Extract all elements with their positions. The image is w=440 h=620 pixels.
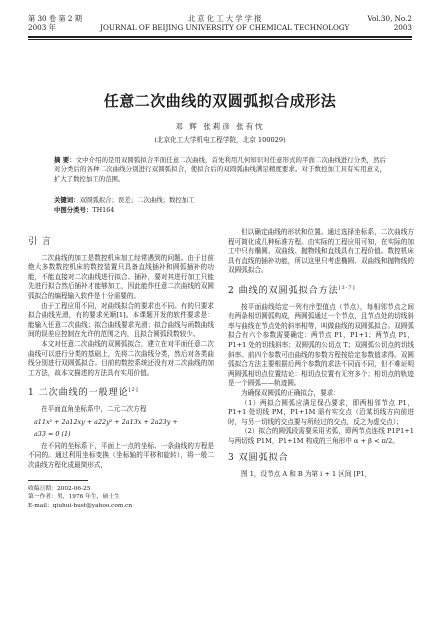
authors: 邓 辉 张莉彦 张有忱 [175,122,265,131]
section-1-heading [28,386,214,399]
section-2-paragraph-1: 按平面曲线给定一列有序型值点（节点），每相邻节点之间有两条相切圆弧构成，两圆弧通过一个节点，且节点处的切线斜率与曲线在节点处的斜率相等，叫做曲线的双圆弧拟合。双圆弧拟合有六个参数需要确定：两节点 P1，P1+1；两节点 P1，P1+1 处的切线斜率；双圆弧的公切点 T；双圆弧公切点的切线斜率。前四个参数可由曲线的参数方程按给定参数值求得。双圆弧拟合方法主要根据后两个参数的求法不同而不同，但不难证明两圆弧相切点位置结论：相切点位置有无穷多个；相切点的轨迹是一个圆弧——轨迹圆。 [228,302,414,388]
footnote-email: E-mail：qiuhui-hust@yahoo.com.cn [28,502,133,509]
clc-value: TH164 [92,206,115,214]
journal-name-en: JOURNAL OF BEIJING UNIVERSITY OF CHEMICAL TECHNOLOGY [100,23,350,32]
section-3-heading: 3 双圆弧拟合 [228,453,289,464]
keywords-label: 关键词： [54,196,80,204]
intro-paragraph-2: 由于工程应用不同，对曲线拟合的要求也不同。有的只要求拟合曲线光滑，有的要求光顺[1]。本课题开发的软件要求是：能输入任意二次曲线；拟合曲线要求光滑；拟合曲线与函数曲线间的误差应控制在允许的范围之内，且拟合圆弧段数较少。 [28,301,214,339]
year-en: 2003 [393,23,412,32]
equation-1-line-1: a11x² + 2a12xy + a22y² + 2a13x + 2a23y + [34,417,178,426]
volume-issue-en: Vol.30, No.2 [367,14,412,23]
abstract-label: 摘 要： [54,156,76,164]
right-paragraph-1: 但以确定曲线的形状和位置。通过选择坐标系，二次曲线方程可简化成几种标准方程。由实际的工程应用可知，在实际的加工中只有椭圆、双曲线、抛物线和直线具有工程价值。数控机床具有直线的插补功能，所以这里只考虑椭圆、双曲线和抛物线的双圆弧拟合。 [228,228,414,275]
equation-1-line-2: a33 = 0 (1) [34,430,71,439]
clc-number [54,206,386,215]
right-column [228,228,414,480]
section-1-title: 1 二次曲线的一般理论 [28,388,129,399]
footnote-received: 收稿日期：2002-06-25 [28,486,91,493]
section-2-heading [228,284,414,297]
paper-title: 任意二次曲线的双圆弧拟合成形法 [103,92,337,110]
header-rule-thick [28,36,412,38]
volume-issue: 第 30 卷 第 2 期 [28,14,82,23]
section-1-paragraph-2: 在不同的坐标系下，平面上一点的坐标、一条曲线的方程是不同的。通过利用坐标变换（坐标轴的平移和旋转），将一般二次曲线方程化成最简形式， [28,441,214,469]
journal-name [100,14,349,32]
year: 2003 年 [28,23,56,32]
clc-label: 中图分类号： [54,206,93,214]
keywords [54,196,386,205]
intro-heading: 引 言 [28,237,52,247]
section-2-condition-1: （1）两拟合圆弧应满足保凸要求，即两相邻节点 P1，P1+1 处切线 PM，P1+1M 需有实交点（沿某切线方向前进时，与另一切线的交点要与所经过的交点，反之为虚交点）； [228,398,414,426]
header-rule-thin [28,39,412,40]
journal-header [28,14,412,32]
intro-paragraph-1: 二次曲线的加工是数控机床加工经常遇到的问题。由于目前绝大多数数控机床的数控装置只具备直线插补和圆弧插补的功能，不能直接对二次曲线进行拟合、插补，要对其进行加工只能先进行拟合然后插补才能够加工，因此能作任意二次曲线的双圆弧拟合的编程输入软件是十分需要的。 [28,253,214,300]
issue-info-en [367,14,412,32]
section-2-condition-2: （2）拟合的圆弧段需要采用劣弧，即两节点连线 P1P1+1 与两切线 P1M，P1+1M 构成的三角形中 α + β < π/2。 [228,427,414,445]
footnote-author: 第一作者：男，1976 年生，硕士生 [28,494,120,501]
journal-name-cn: 北 京 化 工 大 学 学 报 [187,14,262,23]
section-3-paragraph-1: 图 1，设节点 A 和 B 为第 i + 1 区间 [P1， [241,470,372,479]
section-1-paragraph-1: 在平面直角坐标系中，二元二次方程 [41,404,147,413]
affiliation: (北京化工大学机电工程学院，北京 100029) [154,136,286,144]
section-2-title: 2 曲线的双圆弧拟合方法 [228,285,339,296]
intro-paragraph-3: 本文对任意二次曲线的双圆弧拟合，建立在对平面任意二次曲线可以进行分类的基础上，先将二次曲线分类，然后对各类曲线分别进行双圆弧拟合。目前的数控系统还没有对二次曲线的加工方法，故本文描述的方法具有实用价值。 [28,339,214,377]
keywords-text: 双圆弧拟合；误差；二次曲线；数控加工 [79,196,195,204]
section-2-paragraph-2: 为确保双圆弧的正确拟合，要求： [241,388,340,397]
footnote-rule [28,480,88,481]
issue-info [28,14,82,32]
section-2-ref: [3-7] [338,284,356,291]
left-column [28,228,214,510]
abstract-text: 文中介绍的是用双圆弧拟合平面任意二次曲线，首先利用几何知识对任意形式的平面二次曲线进行分类，然后对分类后的各种二次曲线分别进行双圆弧拟合，使拟合后的双圆弧曲线满足精度要求。对于数控加工具有实用意义，扩大了数控加工的范围。 [54,156,386,183]
section-1-ref: [2] [128,387,139,394]
abstract [54,156,386,184]
